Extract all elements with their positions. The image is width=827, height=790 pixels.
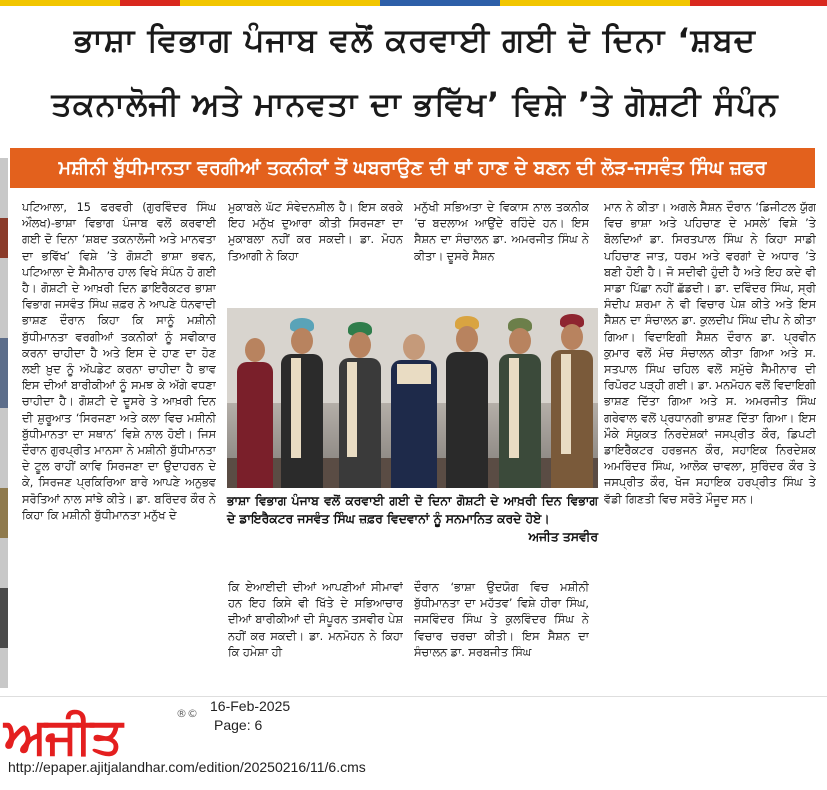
person-7 bbox=[547, 314, 597, 488]
event-photo bbox=[227, 308, 598, 488]
article-column-2-bottom: ਕਿ ਏਆਈਦੀ ਦੀਆਂ ਆਪਣੀਆਂ ਸੀਮਾਵਾਂ ਹਨ ਇਹ ਕਿਸੇ ਵੀ ਖਿੱਤੇ ਦੇ ਸਭਿਆਚਾਰ ਦੀਆਂ ਬਾਰੀਕੀਆਂ ਦੀ ਸੰਪੂਰਨ ਤਸਵੀਰ ਪੇਸ਼ ਨਹੀਂ ਕਰ ਸਕਦੀ। ਡਾ. ਮਨਮੋਹਨ ਨੇ ਕਿਹਾ ਕਿ ਹਮੇਸ਼ਾ ਹੀ bbox=[228, 581, 403, 659]
article-column-3-top: ਮਨੁੱਖੀ ਸਭਿਅਤਾ ਦੇ ਵਿਕਾਸ ਨਾਲ ਤਕਨੀਕ ’ਚ ਬਦਲਾਅ ਆਉਂਦੇ ਰਹਿੰਦੇ ਹਨ। ਇਸ ਸੈਸ਼ਨ ਦਾ ਸੰਚਾਲਨ ਡਾ. ਅਮਰਜੀਤ ਸਿੰਘ ਨੇ ਕੀਤਾ। ਦੂਸਰੇ ਸੈਸ਼ਨ bbox=[414, 201, 589, 263]
person-6 bbox=[495, 318, 545, 488]
subheadline-banner: ਮਸ਼ੀਨੀ ਬੁੱਧੀਮਾਨਤਾ ਵਰਗੀਆਂ ਤਕਨੀਕਾਂ ਤੋਂ ਘਬਰਾਉਣ ਦੀ ਥਾਂ ਹਾਣ ਦੇ ਬਣਨ ਦੀ ਲੋੜ-ਜਸਵੰਤ ਸਿੰਘ ਜ਼ਫਰ bbox=[10, 148, 815, 188]
page-number: Page: 6 bbox=[214, 717, 263, 733]
edition-date: 16-Feb-2025 bbox=[210, 698, 291, 714]
adjacent-article-edge bbox=[0, 158, 8, 688]
epaper-url[interactable]: http://epaper.ajitjalandhar.com/edition/20250216/11/6.cms bbox=[8, 759, 366, 775]
photo-credit: ਅਜੀਤ ਤਸਵੀਰ bbox=[528, 530, 598, 544]
footer-divider bbox=[0, 696, 827, 697]
headline-line-2: ਤਕਨਾਲੋਜੀ ਅਤੇ ਮਾਨਵਤਾ ਦਾ ਭਵਿੱਖ’ ਵਿਸ਼ੇ ’ਤੇ ਗੋਸ਼ਟੀ ਸੰਪੰਨ bbox=[51, 85, 779, 123]
person-3 bbox=[335, 322, 385, 488]
photo-caption bbox=[227, 492, 598, 562]
caption-text: ਭਾਸ਼ਾ ਵਿਭਾਗ ਪੰਜਾਬ ਵਲੋਂ ਕਰਵਾਈ ਗਈ ਦੋ ਦਿਨਾ ਗੋਸ਼ਟੀ ਦੇ ਆਖ਼ਰੀ ਦਿਨ ਵਿਭਾਗ ਦੇ ਡਾਇਰੈਕਟਰ ਜਸਵੰਤ ਸਿੰਘ ਜ਼ਫ਼ਰ ਵਿਦਵਾਨਾਂ ਨੂੰ ਸਨਮਾਨਿਤ ਕਰਦੇ ਹੋਏ। bbox=[227, 494, 598, 526]
article-column-3-bottom: ਦੌਰਾਨ ‘ਭਾਸ਼ਾ ਉਦਯੋਗ ਵਿਚ ਮਸ਼ੀਨੀ ਬੁੱਧੀਮਾਨਤਾ ਦਾ ਮਹੱਤਵ’ ਵਿਸ਼ੇ ਹੀਰਾ ਸਿੰਘ, ਜਸਵਿੰਦਰ ਸਿੰਘ ਤੇ ਕੁਲਵਿੰਦਰ ਸਿੰਘ ਨੇ ਵਿਚਾਰ ਚਰਚਾ ਕੀਤੀ। ਇਸ ਸੈਸ਼ਨ ਦਾ ਸੰਚਾਲਨ ਡਾ. ਸਰਬਜੀਤ ਸਿੰਘ bbox=[414, 581, 589, 659]
article-column-1: ਪਟਿਆਲਾ, 15 ਫਰਵਰੀ (ਗੁਰਵਿੰਦਰ ਸਿੰਘ ਔਲਖ)-ਭਾਸ਼ਾ ਵਿਭਾਗ ਪੰਜਾਬ ਵਲੋਂ ਕਰਵਾਈ ਗਈ ਦੋ ਦਿਨਾ ‘ਸ਼ਬਦ ਤਕਨਾਲੋਜੀ ਅਤੇ ਮਾਨਵਤਾ ਦਾ ਭਵਿੱਖ’ ਵਿਸ਼ੇ ’ਤੇ ਗੋਸ਼ਟੀ ਭਾਸ਼ਾ ਭਵਨ, ਪਟਿਆਲਾ ਦੇ ਸੈਮੀਨਾਰ ਹਾਲ ਵਿਖੇ ਸੰਪੰਨ ਹੋ ਗਈ ਹੈ। ਗੋਸ਼ਟੀ ਦੇ ਆਖ਼ਰੀ ਦਿਨ ਡਾਇਰੈਕਟਰ ਭਾਸ਼ਾ ਵਿਭਾਗ ਜਸਵੰਤ ਸਿੰਘ ਜ਼ਫ਼ਰ ਨੇ ਆਪਣੇ ਧੰਨਵਾਦੀ ਭਾਸ਼ਣ ਦੌਰਾਨ ਕਿਹਾ ਕਿ ਸਾਨੂੰ ਮਸ਼ੀਨੀ ਬੁੱਧੀਮਾਨਤਾ ਵਰਗੀਆਂ ਤਕਨੀਕਾਂ ਨੂੰ ਸਵੀਕਾਰ ਕਰਨਾ ਚਾਹੀਦਾ ਹੈ ਅਤੇ ਇਸ ਦੇ ਹਾਣ ਦਾ ਹੋਣ ਲਈ ਖ਼ੁਦ ਨੂੰ ਅੱਪਡੇਟ ਕਰਨਾ ਚਾਹੀਦਾ ਹੈ ਭਾਵ ਇਸ ਦੀਆਂ ਬਾਰੀਕੀਆਂ ਨੂੰ ਸਮਝ ਕੇ ਅੱਗੇ ਵਧਣਾ ਚਾਹੀਦਾ ਹੈ। ਗੋਸ਼ਟੀ ਦੇ ਦੂਸਰੇ ਤੇ ਆਖ਼ਰੀ ਦਿਨ ਦੀ ਸ਼ੁਰੂਆਤ ‘ਸਿਰਜਣਾ ਅਤੇ ਕਲਾ ਵਿਚ ਮਸ਼ੀਨੀ ਬੁੱਧੀਮਾਨਤਾ ਦਾ ਸਥਾਨ’ ਵਿਸ਼ੇ ਨਾਲ ਹੋਈ। ਜਿਸ ਦੌਰਾਨ ਗੁਰਪ੍ਰੀਤ ਮਾਨਸਾ ਨੇ ਮਸ਼ੀਨੀ ਬੁੱਧੀਮਾਨਤਾ ਦੇ ਟੂਲ ਰਾਹੀਂ ਕਾਵਿ ਸਿਰਜਣਾ ਦਾ ਉਦਾਹਰਨ ਦੇ ਕੇ, ਸਿਰਜਣ ਪ੍ਰਕਿਰਿਆ ਬਾਰੇ ਆਪਣੇ ਅਨੁਭਵ ਸਰੋਤਿਆਂ ਨਾਲ ਸਾਂਝੇ ਕੀਤੇ। ਡਾ. ਬਰਿੰਦਰ ਕੌਰ ਨੇ ਕਿਹਾ ਕਿ ਮਸ਼ੀਨੀ ਬੁੱਧੀਮਾਨਤਾ ਮਨੁੱਖ ਦੇ bbox=[22, 201, 216, 522]
article-column-2-top: ਮੁਕਾਬਲੇ ਘੱਟ ਸੰਵੇਦਨਸ਼ੀਲ ਹੈ। ਇਸ ਕਰਕੇ ਇਹ ਮਨੁੱਖ ਦੁਆਰਾ ਕੀਤੀ ਸਿਰਜਣਾ ਦਾ ਮੁਕਾਬਲਾ ਨਹੀਂ ਕਰ ਸਕਦੀ। ਡਾ. ਮੋਹਨ ਤਿਆਗੀ ਨੇ ਕਿਹਾ bbox=[228, 201, 403, 263]
person-4 bbox=[387, 326, 441, 488]
person-1 bbox=[235, 328, 275, 488]
person-5 bbox=[442, 316, 492, 488]
ajit-logo: ਅਜੀਤ bbox=[4, 707, 121, 765]
person-2 bbox=[277, 318, 327, 488]
article-column-4: ਮਾਨ ਨੇ ਕੀਤਾ। ਅਗਲੇ ਸੈਸ਼ਨ ਦੌਰਾਨ ‘ਡਿਜੀਟਲ ਯੁੱਗ ਵਿਚ ਭਾਸ਼ਾ ਅਤੇ ਪਹਿਚਾਣ ਦੇ ਮਸਲੇ’ ਵਿਸ਼ੇ ’ਤੇ ਬੋਲਦਿਆਂ ਡਾ. ਸਿਰਤਪਾਲ ਸਿੰਘ ਨੇ ਕਿਹਾ ਸਾਡੀ ਪਹਿਚਾਣ ਜਾਤ, ਧਰਮ ਅਤੇ ਵਰਗਾਂ ਦੇ ਅਧਾਰ ’ਤੇ ਬਣੀ ਹੋਈ ਹੈ। ਜੋ ਸਦੀਵੀ ਹੁੰਦੀ ਹੈ ਅਤੇ ਇਹ ਕਦੇ ਵੀ ਸਾਡਾ ਪਿੱਛਾ ਨਹੀਂ ਛੱਡਦੀ। ਡਾ. ਦਵਿੰਦਰ ਸਿੰਘ, ਸ੍ਰੀ ਸੰਦੀਪ ਸ਼ਰਮਾ ਨੇ ਵੀ ਵਿਚਾਰ ਪੇਸ਼ ਕੀਤੇ ਅਤੇ ਇਸ ਸੈਸ਼ਨ ਦਾ ਸੰਚਾਲਨ ਡਾ. ਕੁਲਦੀਪ ਸਿੰਘ ਦੀਪ ਨੇ ਕੀਤਾ ਗਿਆ। ਵਿਦਾਇਗੀ ਸੈਸ਼ਨ ਦੌਰਾਨ ਡਾ. ਪ੍ਰਵੀਨ ਕੁਮਾਰ ਵਲੋਂ ਮੰਚ ਸੰਚਾਲਨ ਕੀਤਾ ਗਿਆ ਅਤੇ ਸ. ਸਤਪਾਲ ਸਿੰਘ ਚਹਿਲ ਵਲੋਂ ਸਮੁੱਚੇ ਸੈਮੀਨਾਰ ਦੀ ਰਿਪੋਰਟ ਪੜ੍ਹੀ ਗਈ। ਡਾ. ਮਨਮੋਹਨ ਵਲੋਂ ਵਿਦਾਇਗੀ ਭਾਸ਼ਣ ਦਿੱਤਾ ਗਿਆ ਅਤੇ ਸ. ਅਮਰਜੀਤ ਸਿੰਘ ਗਰੇਵਾਲ ਵਲੋਂ ਪ੍ਰਧਾਨਗੀ ਭਾਸ਼ਣ ਦਿੱਤਾ ਗਿਆ। ਇਸ ਮੌਕੇ ਸੰਯੁਕਤ ਨਿਰਦੇਸ਼ਕਾਂ ਜਸਪ੍ਰੀਤ ਕੌਰ, ਡਿਪਟੀ ਡਾਇਰੈਕਟਰ ਹਰਭਜਨ ਕੌਰ, ਸਹਾਇਕ ਨਿਰਦੇਸ਼ਕ ਅਮਰਿੰਦਰ ਸਿੰਘ, ਆਲੋਕ ਚਾਵਲਾ, ਸੁਰਿੰਦਰ ਕੌਰ ਤੇ ਜਸਪ੍ਰੀਤ ਕੌਰ, ਖੋਜ ਸਹਾਇਕ ਹਰਪ੍ਰੀਤ ਸਿੰਘ ਤੇ ਵੱਡੀ ਗਿਣਤੀ ਵਿਚ ਸਰੋਤੇ ਮੌਜੂਦ ਸਨ। bbox=[604, 201, 816, 506]
registered-mark: ®© bbox=[176, 707, 198, 720]
headline-line-1: ਭਾਸ਼ਾ ਵਿਭਾਗ ਪੰਜਾਬ ਵਲੋਂ ਕਰਵਾਈ ਗਈ ਦੋ ਦਿਨਾ ‘ਸ਼ਬਦ bbox=[73, 21, 756, 59]
top-color-strip bbox=[0, 0, 827, 8]
